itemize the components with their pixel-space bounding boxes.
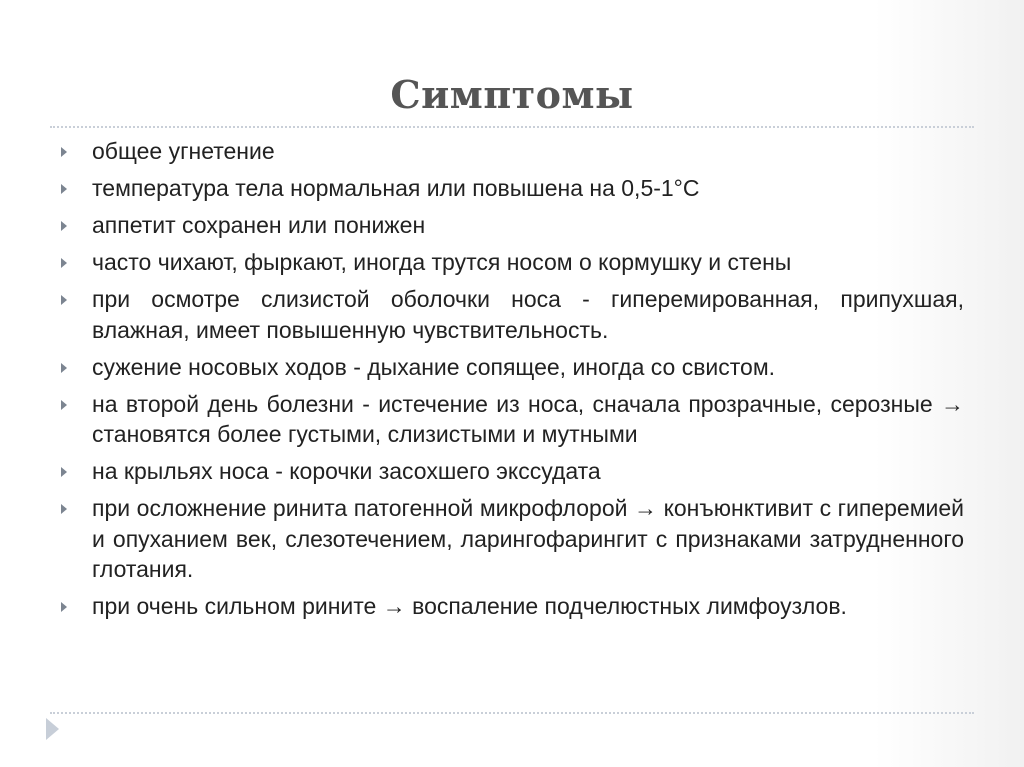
triangle-right-icon <box>61 467 67 477</box>
triangle-right-icon <box>61 602 67 612</box>
bullet-item <box>58 591 964 622</box>
triangle-right-icon <box>46 718 59 740</box>
bullet-text: температура тела нормальная или повышена на 0,5-1°С <box>92 175 700 201</box>
triangle-right-icon <box>61 184 67 194</box>
bullet-text: сужение носовых ходов - дыхание сопящее, иногда со свистом. <box>92 353 776 380</box>
triangle-right-icon <box>61 504 67 514</box>
bullet-item <box>58 247 964 278</box>
bullet-item <box>58 173 964 204</box>
bullet-text: при очень сильном рините → воспаление подчелюстных лимфоузлов. <box>92 593 847 619</box>
bullet-item <box>58 136 964 167</box>
triangle-right-icon <box>61 295 67 305</box>
bullet-item <box>58 210 964 241</box>
triangle-right-icon <box>61 258 67 268</box>
bullet-item <box>58 284 964 345</box>
bullet-list <box>58 136 964 628</box>
bullet-text: при осложнение ринита патогенной микрофлорой → конъюнктивит с гиперемией и опуханием век, слезотечением, ларингофарингит с признаками затрудненного глотания. <box>92 495 964 582</box>
bullet-item <box>58 352 964 383</box>
bullet-text: при осмотре слизистой оболочки носа - гиперемированная, припухшая, влажная, имеет повышенную чувствительность. <box>92 286 964 343</box>
triangle-right-icon <box>61 147 67 157</box>
bullet-item <box>58 389 964 450</box>
triangle-right-icon <box>61 363 67 373</box>
bottom-divider <box>50 712 974 714</box>
bullet-text: общее угнетение <box>92 138 275 164</box>
bullet-item <box>58 493 964 585</box>
bullet-text: на второй день болезни - истечение из носа, сначала прозрачные, серозные → становятся более густыми, слизистыми и мутными <box>92 390 964 447</box>
triangle-right-icon <box>61 221 67 231</box>
slide-title: Симптомы <box>390 72 634 117</box>
top-divider <box>50 126 974 128</box>
bullet-text: на крыльях носа - корочки засохшего экссудата <box>92 458 601 484</box>
triangle-right-icon <box>61 400 67 410</box>
bullet-text: аппетит сохранен или понижен <box>92 212 426 238</box>
bullet-text: часто чихают, фыркают, иногда трутся носом о кормушку и стены <box>92 249 792 275</box>
bullet-item <box>58 456 964 487</box>
